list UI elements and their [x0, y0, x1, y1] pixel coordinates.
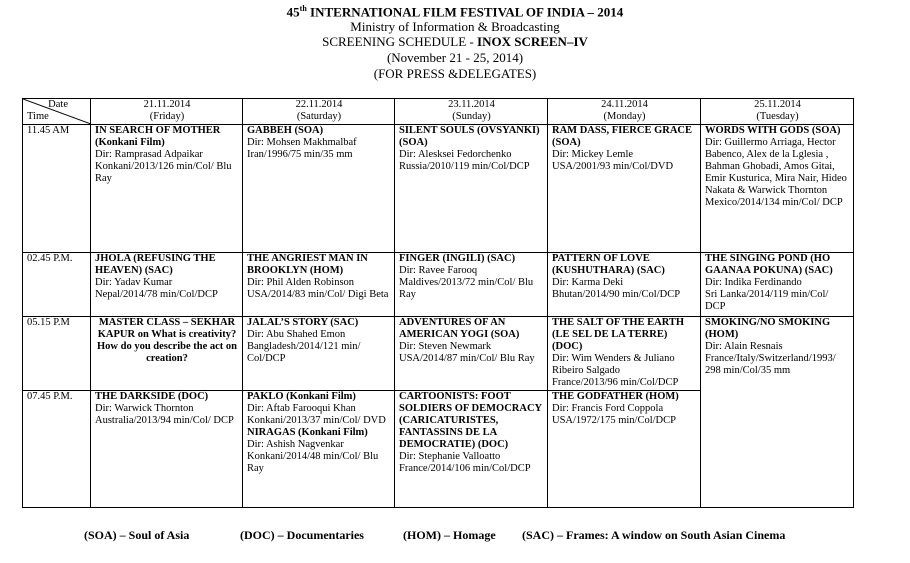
corner-cell — [23, 99, 91, 125]
film-info: Iran/1996/75 min/35 mm — [247, 149, 353, 160]
time-cell: 05.15 P.M — [23, 317, 91, 391]
film-director: Dir: Stephanie Valloatto — [399, 451, 501, 462]
screening-cell — [701, 253, 854, 317]
film-title: PAKLO (Konkani Film) — [247, 391, 356, 402]
film-director: Dir: Mohsen Makhmalbaf — [247, 137, 357, 148]
screening-cell — [395, 125, 548, 253]
day-header: 25.11.2014 (Tuesday) — [701, 99, 854, 125]
screening-cell — [395, 391, 548, 508]
film-director: Dir: Mickey Lemle — [552, 149, 634, 160]
film-director: Dir: Phil Alden Robinson — [247, 277, 355, 288]
ministry-line: Ministry of Information & Broadcasting — [350, 19, 560, 34]
film-director: Dir: Francis Ford Coppola — [552, 403, 664, 414]
master-class-text: MASTER CLASS – SEKHAR KAPUR on What is creativity? How do you describe the act on creation? — [97, 317, 237, 364]
film-director: Dir: Warwick Thornton — [95, 403, 194, 414]
film-title: THE ANGRIEST MAN IN BROOKLYN (HOM) — [247, 253, 368, 276]
screen-name: INOX SCREEN–IV — [477, 34, 588, 49]
film-info: Maldives/2013/72 min/Col/ Blu Ray — [399, 277, 534, 300]
film-info: Bangladesh/2014/121 min/ Col/DCP — [247, 341, 361, 364]
screening-cell — [701, 317, 854, 508]
film-director: Dir: Alain Resnais — [705, 341, 783, 352]
film-title: FINGER (INGILI) (SAC) — [399, 253, 516, 264]
film-title: SMOKING/NO SMOKING (HOM) — [705, 317, 831, 340]
film-title: IN SEARCH OF MOTHER (Konkani Film) — [95, 125, 221, 148]
screening-cell — [548, 253, 701, 317]
date-range: (November 21 - 25, 2014) — [386, 50, 524, 65]
screening-cell — [91, 391, 243, 508]
day-header: 23.11.2014 (Sunday) — [395, 99, 548, 125]
film-director: Dir: Abu Shahed Emon — [247, 329, 346, 340]
corner-date-label: Date — [48, 99, 68, 110]
film-director: Dir: Steven Newmark — [399, 341, 492, 352]
film-info: Sri Lanka/2014/119 min/Col/ DCP — [705, 289, 829, 312]
film-title: THE SALT OF THE EARTH (LE SEL DE LA TERRE) (DOC) — [552, 317, 685, 352]
film-info: Nepal/2014/78 min/Col/DCP — [95, 289, 218, 300]
film-info: Mexico/2014/134 min/Col/ DCP — [705, 197, 843, 208]
film-title: PATTERN OF LOVE (KUSHUTHARA) (SAC) — [552, 253, 665, 276]
film-director: Dir: Ravee Farooq — [399, 265, 478, 276]
screening-cell — [395, 253, 548, 317]
corner-time-label: Time — [27, 111, 49, 122]
day-header: 24.11.2014 (Monday) — [548, 99, 701, 125]
film-director: Dir: Aftab Farooqui Khan — [247, 403, 356, 414]
film-director: Dir: Wim Wenders & Juliano Ribeiro Salgado — [552, 353, 675, 376]
film-director: Dir: Guillermo Arriaga, Hector Babenco, Alex de la Lglesia , Bahman Ghobadi, Amos Gitai, Emir Kusturica, Mira Nair, Hideo Nakata & Warwick Thornton — [705, 137, 847, 196]
film-title: WORDS WITH GODS (SOA) — [705, 125, 841, 136]
schedule-line: SCREENING SCHEDULE - INOX SCREEN–IV — [322, 34, 588, 49]
film-info: USA/2014/83 min/Col/ Digi Beta — [247, 289, 389, 300]
film-info: Konkani/2014/48 min/Col/ Blu Ray — [247, 451, 379, 474]
table-row — [23, 253, 854, 317]
master-class-cell — [91, 317, 243, 391]
film-director: Dir: Indika Ferdinando — [705, 277, 802, 288]
film-title: RAM DASS, FIERCE GRACE (SOA) — [552, 125, 693, 148]
time-cell: 07.45 P.M. — [23, 391, 91, 508]
table-header-row — [23, 99, 854, 125]
film-info: France/Italy/Switzerland/1993/ 298 min/Col/35 mm — [705, 353, 836, 376]
time-cell: 11.45 AM — [23, 125, 91, 253]
screening-cell — [91, 253, 243, 317]
film-info: Konkani/2013/37 min/Col/ DVD — [247, 415, 386, 426]
screening-cell — [243, 391, 395, 508]
table-row — [23, 317, 854, 391]
film-title: THE SINGING POND (HO GAANAA POKUNA) (SAC) — [705, 253, 833, 276]
film-director: Dir: Alesksei Fedorchenko — [399, 149, 512, 160]
screening-cell — [701, 125, 854, 253]
film-info: Konkani/2013/126 min/Col/ Blu Ray — [95, 161, 232, 184]
film-title: THE GODFATHER (HOM) — [552, 391, 679, 402]
table-row — [23, 125, 854, 253]
day-header: 22.11.2014 (Saturday) — [243, 99, 395, 125]
screening-cell — [243, 253, 395, 317]
film-director: Dir: Ramprasad Adpaikar — [95, 149, 203, 160]
film-director: Dir: Ashish Nagvenkar — [247, 439, 344, 450]
time-cell: 02.45 P.M. — [23, 253, 91, 317]
screening-cell — [548, 125, 701, 253]
film-info: Australia/2013/94 min/Col/ DCP — [95, 415, 234, 426]
film-title: THE DARKSIDE (DOC) — [95, 391, 209, 402]
screening-cell — [91, 125, 243, 253]
schedule-table — [22, 98, 854, 508]
legend-doc: (DOC) – Documentaries — [240, 528, 364, 542]
film-title: NIRAGAS (Konkani Film) — [247, 427, 368, 438]
film-info: USA/2014/87 min/Col/ Blu Ray — [399, 353, 535, 364]
film-title: ADVENTURES OF AN AMERICAN YOGI (SOA) — [399, 317, 520, 340]
film-title: GABBEH (SOA) — [247, 125, 324, 136]
film-info: USA/2001/93 min/Col/DVD — [552, 161, 674, 172]
festival-title: 45th INTERNATIONAL FILM FESTIVAL OF INDIA – 2014 — [286, 4, 624, 20]
film-title: SILENT SOULS (OVSYANKI) (SOA) — [399, 125, 540, 148]
screening-cell — [395, 317, 548, 391]
film-info: France/2013/96 min/Col/DCP — [552, 377, 679, 388]
day-header: 21.11.2014 (Friday) — [91, 99, 243, 125]
audience-line: (FOR PRESS &DELEGATES) — [373, 66, 537, 81]
film-info: Russia/2010/119 min/Col/DCP — [399, 161, 530, 172]
film-info: USA/1972/175 min/Col/DCP — [552, 415, 676, 426]
screening-cell — [548, 317, 701, 391]
screening-cell — [548, 391, 701, 508]
film-director: Dir: Yadav Kumar — [95, 277, 173, 288]
film-info: Bhutan/2014/90 min/Col/DCP — [552, 289, 681, 300]
screening-cell — [243, 125, 395, 253]
legend-sac: (SAC) – Frames: A window on South Asian Cinema — [522, 528, 786, 542]
screening-cell — [243, 317, 395, 391]
legend-soa: (SOA) – Soul of Asia — [84, 528, 190, 542]
film-title: JALAL’S STORY (SAC) — [247, 317, 359, 328]
film-director: Dir: Karma Deki — [552, 277, 624, 288]
film-title: CARTOONISTS: FOOT SOLDIERS OF DEMOCRACY (CARICATURISTES, FANTASSINS DE LA DEMOCRATIE) (DOC) — [399, 391, 542, 450]
film-info: France/2014/106 min/Col/DCP — [399, 463, 531, 474]
legend-hom: (HOM) – Homage — [403, 528, 496, 542]
film-title: JHOLA (REFUSING THE HEAVEN) (SAC) — [95, 253, 216, 276]
